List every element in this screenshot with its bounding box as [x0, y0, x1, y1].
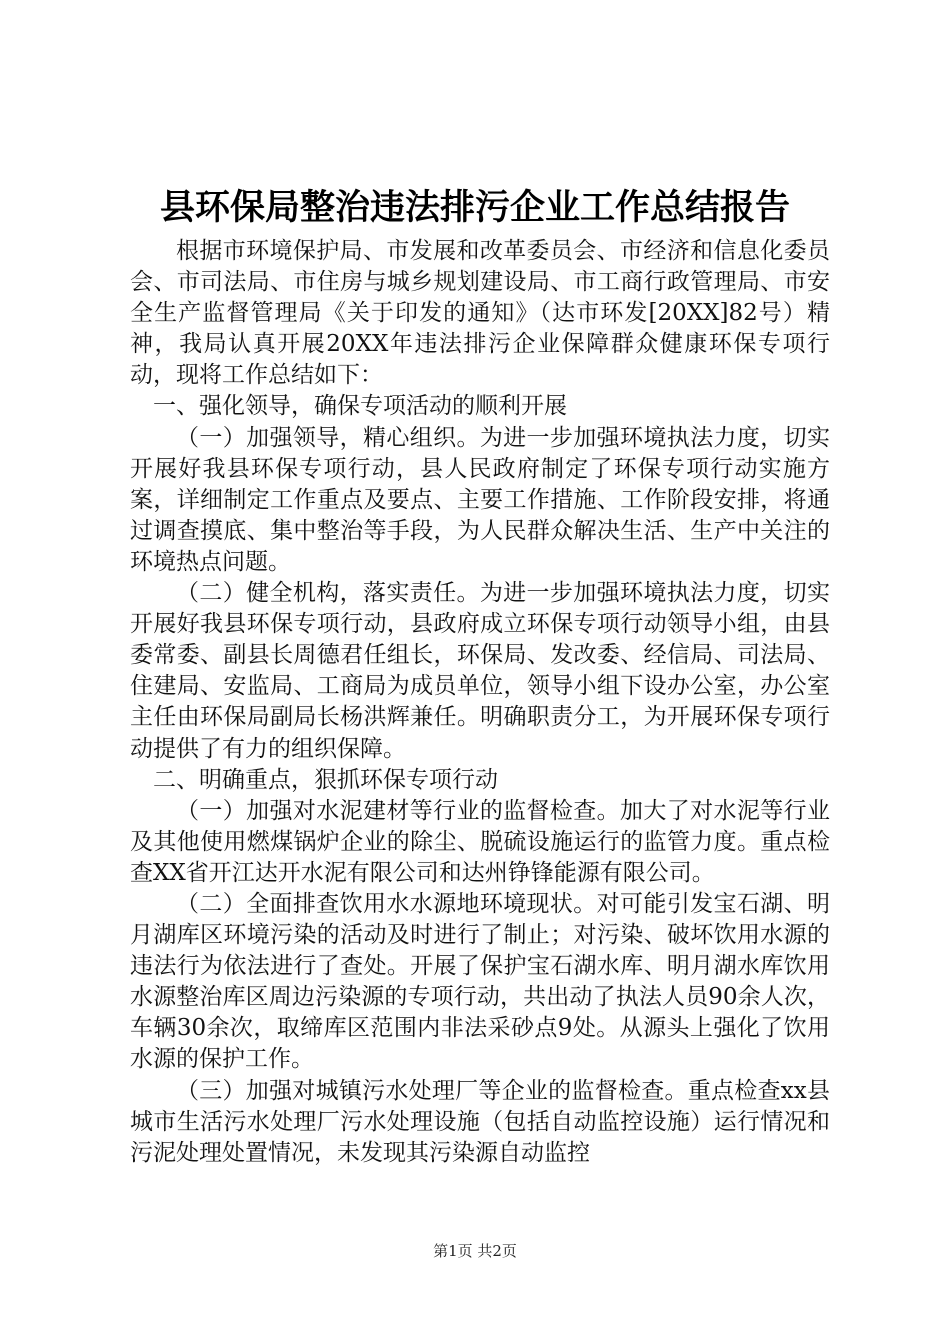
paragraph-1-2: （二）健全机构，落实责任。为进一步加强环境执法力度，切实开展好我县环保专项行动，县政府成立环保专项行动领导小组，由县委常委、副县长周德君任组长，环保局、发改委、经信局、司法局、住建局、安监局、工商局为成员单位，领导小组下设办公室，办公室主任由环保局副局长杨洪辉兼任。明确职责分工，为开展环保专项行动提供了有力的组织保障。 — [130, 580, 830, 762]
page-number-footer: 第1页 共2页 — [433, 1242, 517, 1260]
paragraph-2-3: （三）加强对城镇污水处理厂等企业的监督检查。重点检查xx县城市生活污水处理厂污水处理设施（包括自动监控设施）运行情况和污泥处理处置情况，未发现其污染源自动监控 — [130, 1077, 830, 1166]
paragraph-2-2: （二）全面排查饮用水水源地环境现状。对可能引发宝石湖、明月湖库区环境污染的活动及时进行了制止；对污染、破坏饮用水源的违法行为依法进行了查处。开展了保护宝石湖水库、明月湖水库饮用水源整治库区周边污染源的专项行动，共出动了执法人员90余人次，车辆30余次，取缔库区范围内非法采砂点9处。从源头上强化了饮用水源的保护工作。 — [130, 890, 830, 1073]
paragraph-2-1: （一）加强对水泥建材等行业的监督检查。加大了对水泥等行业及其他使用燃煤锅炉企业的除尘、脱硫设施运行的监管力度。重点检查XX省开江达开水泥有限公司和达州铮锋能源有限公司。 — [130, 797, 830, 886]
section-heading-1: 一、强化领导，确保专项活动的顺利开展 — [153, 393, 567, 420]
paragraph-1-1: （一）加强领导，精心组织。为进一步加强环境执法力度，切实开展好我县环保专项行动，县人民政府制定了环保专项行动实施方案，详细制定工作重点及要点、主要工作措施、工作阶段安排，将通过调查摸底、集中整治等手段，为人民群众解决生活、生产中关注的环境热点问题。 — [130, 424, 830, 575]
document-title: 县环保局整治违法排污企业工作总结报告 — [159, 188, 790, 228]
document-body — [130, 236, 830, 1169]
section-heading-2: 二、明确重点，狠抓环保专项行动 — [153, 766, 498, 793]
intro-paragraph: 根据市环境保护局、市发展和改革委员会、市经济和信息化委员会、市司法局、市住房与城乡规划建设局、市工商行政管理局、市安全生产监督管理局《关于印发的通知》（达市环发[20XX]82号）精神，我局认真开展20XX年违法排污企业保障群众健康环保专项行动，现将工作总结如下： — [130, 238, 830, 389]
